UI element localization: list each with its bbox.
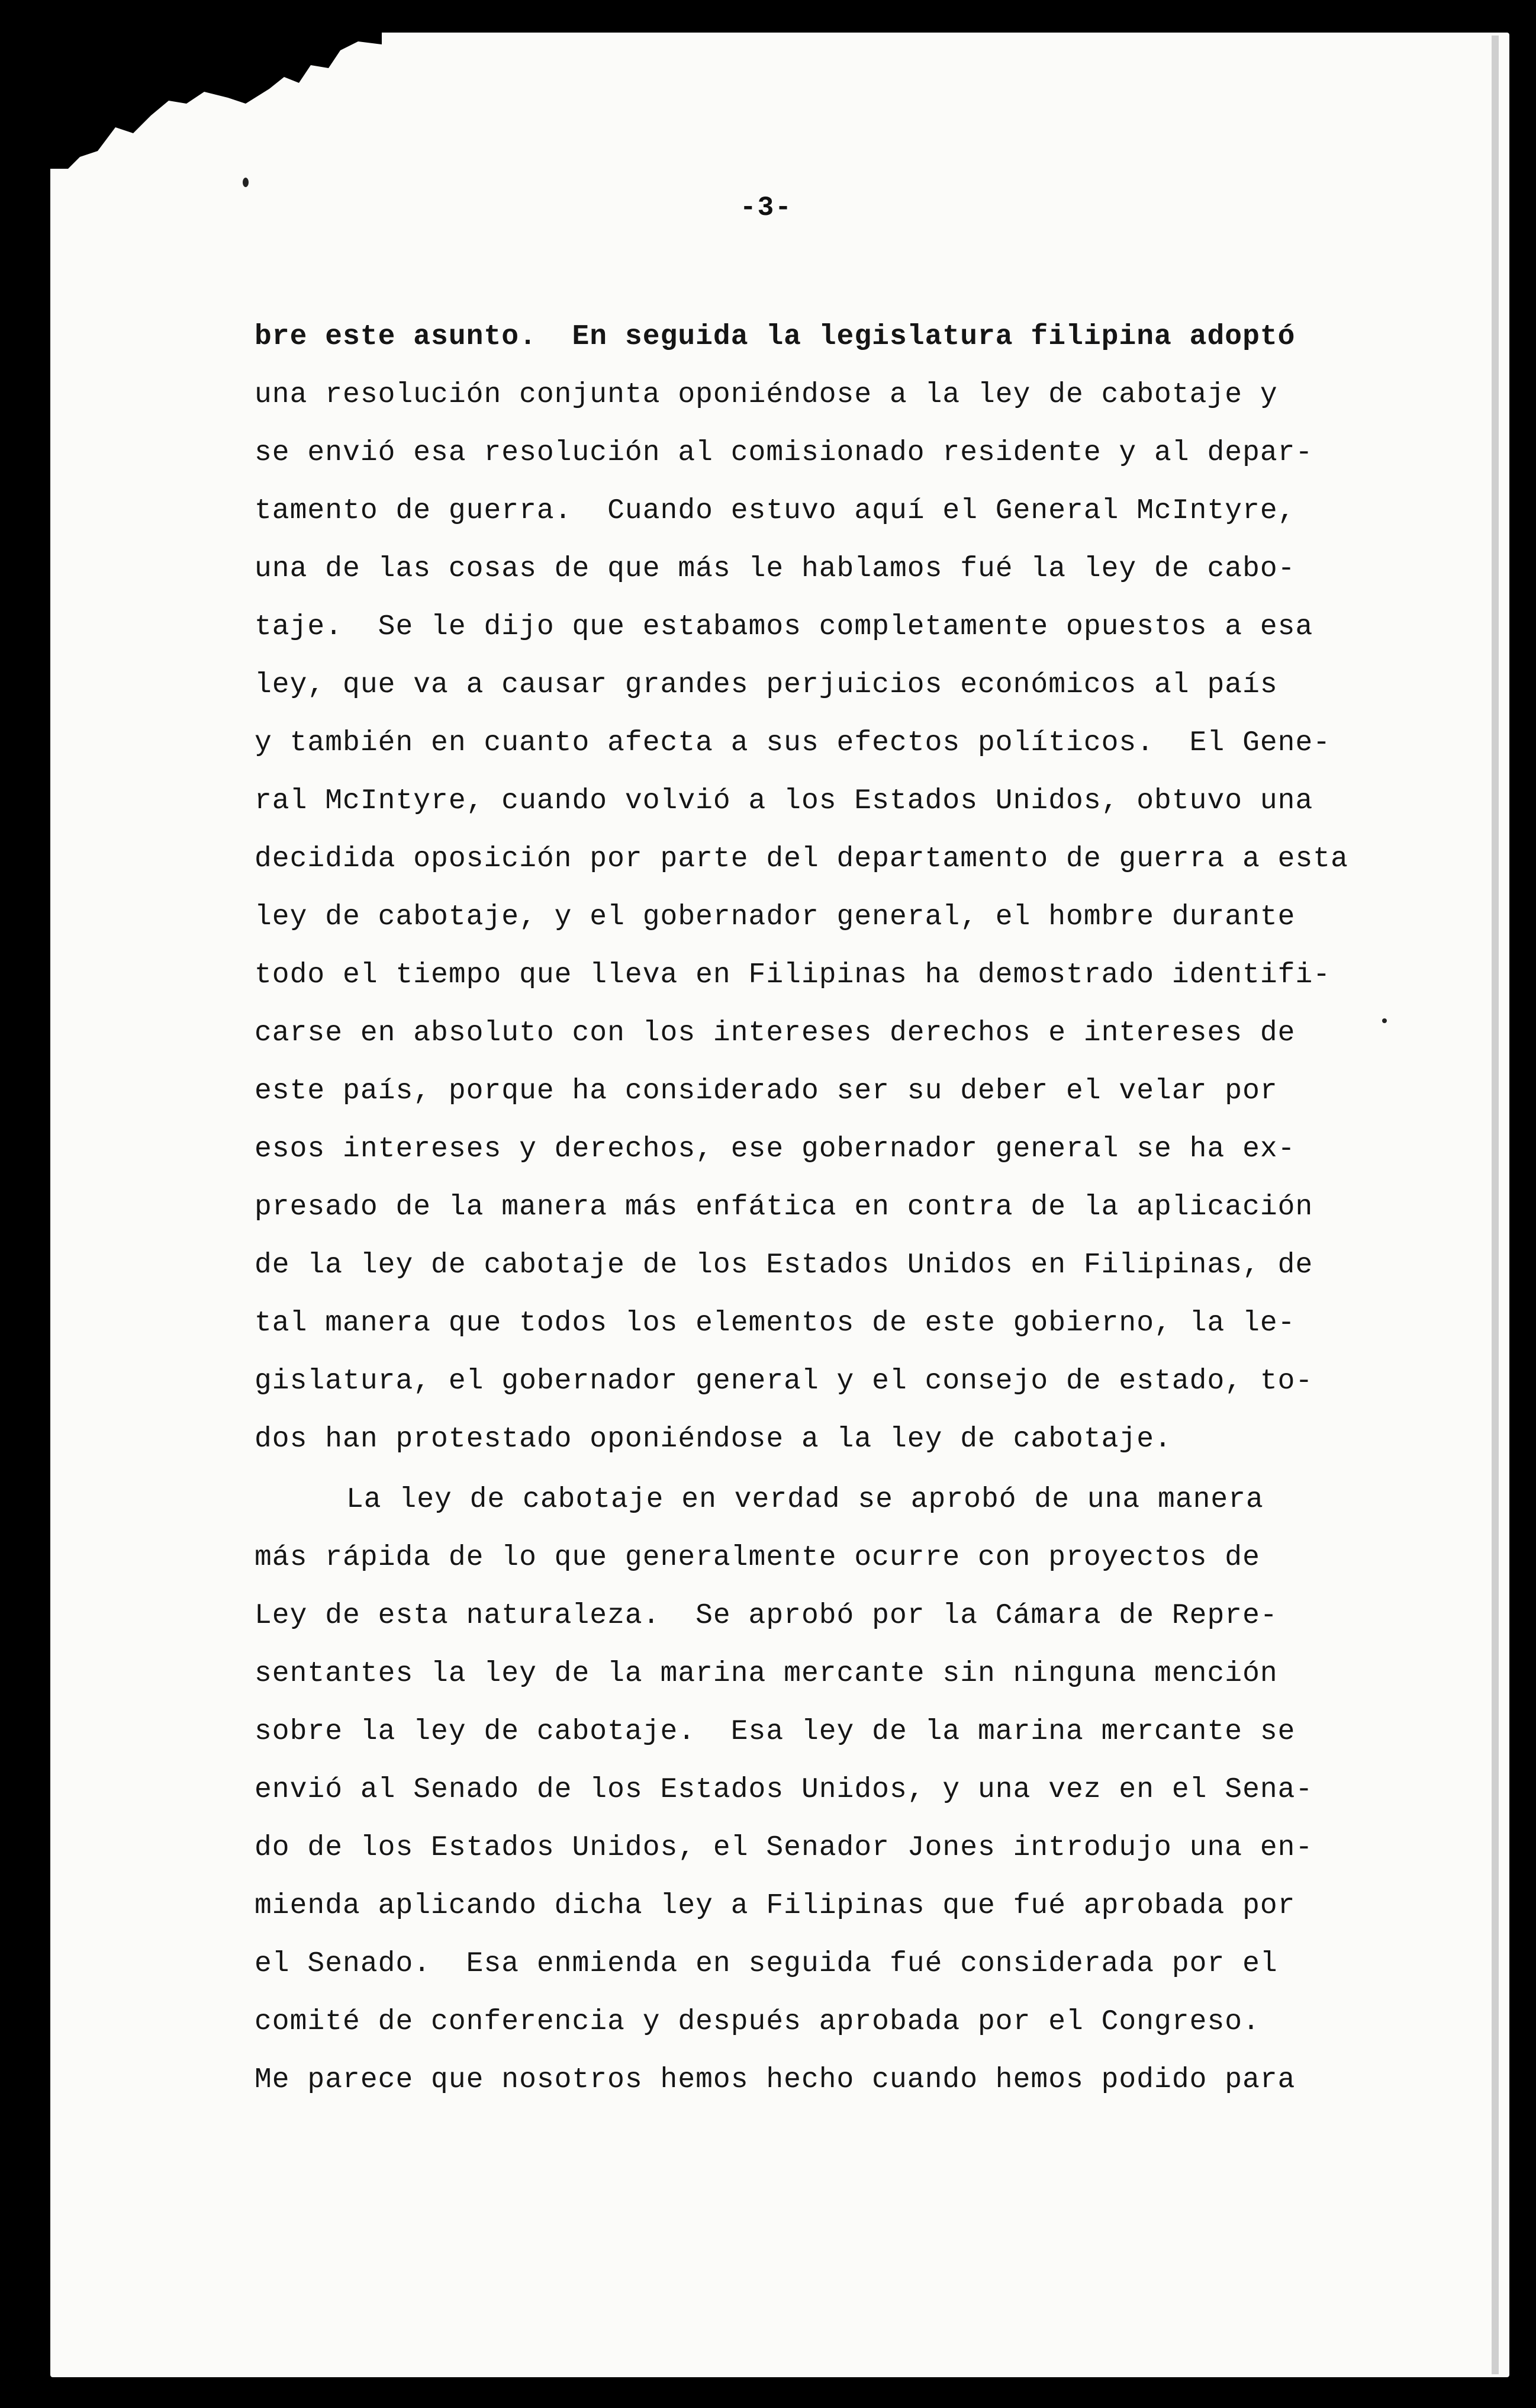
text-line: La ley de cabotaje en verdad se aprobó de una manera <box>346 1484 1264 1516</box>
text-line: tamento de guerra. Cuando estuvo aquí el General McIntyre, <box>255 495 1296 527</box>
text-line: tal manera que todos los elementos de este gobierno, la le- <box>255 1307 1296 1339</box>
text-line: esos intereses y derechos, ese gobernador general se ha ex- <box>255 1133 1296 1165</box>
body-text <box>255 308 1415 2109</box>
text-line: carse en absoluto con los intereses derechos e intereses de <box>255 1017 1296 1049</box>
text-line: sobre la ley de cabotaje. Esa ley de la marina mercante se <box>255 1716 1296 1748</box>
text-line: dos han protestado oponiéndose a la ley de cabotaje. <box>255 1423 1172 1455</box>
text-line: presado de la manera más enfática en contra de la aplicación <box>255 1191 1313 1223</box>
text-line: ley de cabotaje, y el gobernador general, el hombre durante <box>255 901 1296 933</box>
text-line: bre este asunto. En seguida la legislatura filipina adoptó <box>255 321 1296 353</box>
text-line: más rápida de lo que generalmente ocurre con proyectos de <box>255 1542 1260 1574</box>
text-line: una resolución conjunta oponiéndose a la ley de cabotaje y <box>255 379 1278 411</box>
text-line: ral McIntyre, cuando volvió a los Estados Unidos, obtuvo una <box>255 785 1313 817</box>
page-edge <box>1492 36 1499 2374</box>
text-line: se envió esa resolución al comisionado residente y al depar- <box>255 437 1313 469</box>
ink-speck <box>243 178 249 187</box>
text-line: todo el tiempo que lleva en Filipinas ha demostrado identifi- <box>255 959 1331 991</box>
text-line: Me parece que nosotros hemos hecho cuando hemos podido para <box>255 2064 1296 2096</box>
text-line: ley, que va a causar grandes perjuicios económicos al país <box>255 669 1278 701</box>
page-number: -3- <box>740 192 793 223</box>
text-line: una de las cosas de que más le hablamos fué la ley de cabo- <box>255 553 1296 585</box>
text-line: y también en cuanto afecta a sus efectos políticos. El Gene- <box>255 727 1331 759</box>
text-line: sentantes la ley de la marina mercante sin ninguna mención <box>255 1658 1278 1690</box>
text-line: gislatura, el gobernador general y el consejo de estado, to- <box>255 1365 1313 1397</box>
text-line: decidida oposición por parte del departamento de guerra a esta <box>255 843 1348 875</box>
text-line: Ley de esta naturaleza. Se aprobó por la Cámara de Repre- <box>255 1600 1278 1632</box>
text-line: taje. Se le dijo que estabamos completamente opuestos a esa <box>255 611 1313 643</box>
text-line: mienda aplicando dicha ley a Filipinas que fué aprobada por <box>255 1890 1296 1922</box>
text-line: comité de conferencia y después aprobada por el Congreso. <box>255 2006 1260 2038</box>
text-line: do de los Estados Unidos, el Senador Jones introdujo una en- <box>255 1832 1313 1864</box>
text-line: este país, porque ha considerado ser su deber el velar por <box>255 1075 1278 1107</box>
text-line: envió al Senado de los Estados Unidos, y una vez en el Sena- <box>255 1774 1313 1806</box>
text-line: de la ley de cabotaje de los Estados Unidos en Filipinas, de <box>255 1249 1313 1281</box>
text-line: el Senado. Esa enmienda en seguida fué considerada por el <box>255 1948 1278 1980</box>
